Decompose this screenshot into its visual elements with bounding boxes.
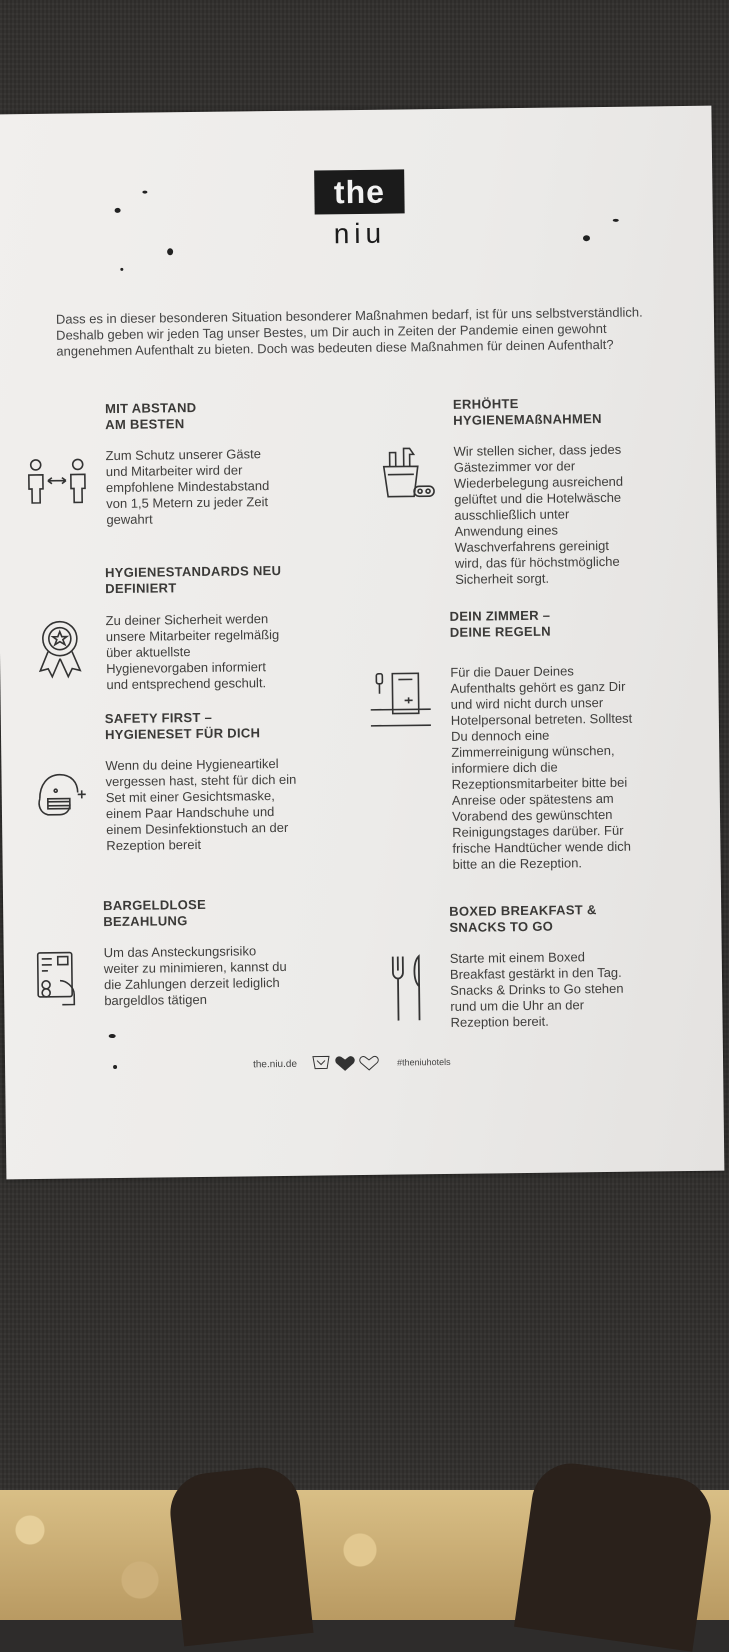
intro-text: Dass es in dieser besonderen Situation besonderer Maßnahmen bedarf, ist für uns selbstverständlich. Deshalb geben wir jeden Tag unser Bestes, um Dir auch in Zeiten der Pandemie einen gewohnt angenehmen Aufenthalt zu bieten. Doch was bedeuten diese Maßnahmen für deinen Aufenthalt? — [55, 304, 643, 359]
speck — [109, 1034, 116, 1038]
award-badge-icon — [36, 618, 85, 679]
face-mask-icon — [31, 768, 88, 825]
section-hygiene-standards-title: HYGIENESTANDARDS NEU DEFINIERT — [104, 562, 282, 597]
speck — [113, 1065, 117, 1069]
foot-right — [514, 1458, 716, 1651]
section-zimmer-text: Für die Dauer Deines Aufenthalts gehört es ganz Dir und wird nicht durch unser Hotelpersonal betreten. Solltest Du dennoch eine Zimmerreinigung wünschen, informiere dich die Rezeptionsmitarbeiter bitte bei Anreise oder spätestens am Vorabend des gewünschten Reinigungstages darüber. Für frische Handtücher wende dich bitte an die Rezeption. — [450, 663, 633, 872]
social-heart-icons — [311, 1054, 383, 1073]
distance-people-icon — [26, 458, 89, 505]
info-flyer — [0, 106, 724, 1180]
speck — [115, 208, 121, 213]
section-hygienemassnahmen-text: Wir stellen sicher, dass jedes Gästezimmer vor der Wiederbelegung ausreichend gelüftet und die Hotelwäsche ausschließlich unter Anwendung eines Waschverfahrens gereinigt wird, das für höchstmögliche Sicherheit sorgt. — [453, 441, 624, 587]
foot-left — [166, 1464, 313, 1647]
cleaning-supplies-icon — [377, 444, 438, 505]
brand-logo-sub: niu — [333, 217, 387, 250]
speck — [142, 191, 147, 194]
section-bargeldlos-text: Um das Ansteckungsrisiko weiter zu minimieren, kannst du die Zahlungen derzeit lediglich bargeldlos tätigen — [103, 943, 287, 1009]
footer-hashtag: #theniuhotels — [396, 1056, 451, 1068]
speck — [613, 219, 619, 222]
section-safety-first-title: SAFETY FIRST – HYGIENESET FÜR DICH — [104, 709, 261, 743]
speck — [167, 248, 173, 255]
footer-url: the.niu.de — [252, 1058, 298, 1071]
section-abstand-title: MIT ABSTAND AM BESTEN — [104, 399, 197, 433]
section-abstand-text: Zum Schutz unserer Gäste und Mitarbeiter wird der empfohlene Mindestabstand von 1,5 Metern zu jeder Zeit gewahrt — [105, 446, 270, 528]
section-hygienemassnahmen-title: ERHÖHTE HYGIENEMAßNAHMEN — [452, 396, 602, 428]
section-zimmer-title: DEIN ZIMMER – DEINE REGELN — [449, 607, 552, 640]
speck — [583, 235, 590, 241]
section-breakfast-text: Starte mit einem Boxed Breakfast gestärkt in den Tag. Snacks & Drinks to Go stehen rund um die Uhr an der Rezeption bereit. — [449, 949, 624, 1030]
section-safety-first-text: Wenn du deine Hygieneartikel vergessen hast, steht für dich ein Set mit einer Gesichtsmaske, einem Paar Handschuhe und einem Desinfektionstuch an der Rezeption bereit — [105, 756, 297, 854]
brand-logo: the — [314, 169, 405, 214]
section-hygiene-standards-text: Zu deiner Sicherheit werden unsere Mitarbeiter regelmäßig über aktuellste Hygienevorgaben informiert und entsprechend geschult. — [105, 611, 280, 693]
section-bargeldlos-title: BARGELDLOSE BEZAHLUNG — [103, 896, 207, 930]
room-door-icon — [368, 669, 433, 730]
section-breakfast-title: BOXED BREAKFAST & SNACKS TO GO — [449, 902, 597, 935]
speck — [120, 268, 123, 271]
cutlery-icon — [389, 954, 430, 1022]
card-payment-icon — [36, 950, 81, 1009]
